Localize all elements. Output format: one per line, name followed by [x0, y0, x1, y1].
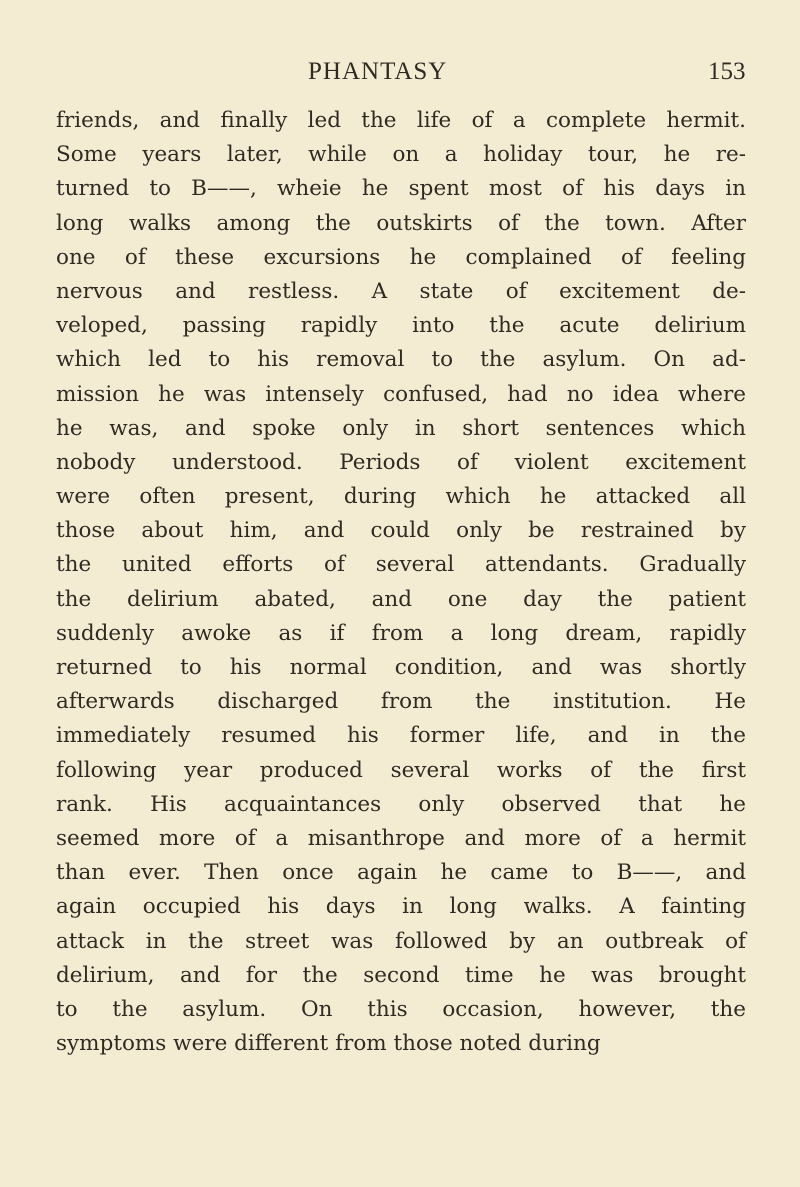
text-line: again occupied his days in long walks. A fainting [56, 894, 746, 920]
text-line: to the asylum. On this occasion, however, the [56, 996, 746, 1022]
text-line: immediately resumed his former life, and in the [56, 723, 746, 749]
body-text [56, 104, 746, 1061]
text-line: the united efforts of several attendants. Gradually [56, 552, 746, 578]
text-line: Some years later, while on a holiday tour, he re- [56, 142, 746, 168]
running-title: PHANTASY [308, 58, 448, 85]
text-line: turned to B——, wheie he spent most of his days in [56, 176, 746, 202]
text-line: afterwards discharged from the institution. He [56, 689, 746, 715]
text-line: attack in the street was followed by an outbreak of [56, 928, 746, 954]
text-line: returned to his normal condition, and was shortly [56, 655, 746, 680]
text-line: than ever. Then once again he came to B——, and [56, 860, 746, 886]
text-line: following year produced several works of the first [56, 757, 746, 783]
text-line: one of these excursions he complained of feeling [56, 244, 746, 270]
text-line: seemed more of a misanthrope and more of a hermit [56, 825, 746, 851]
text-line: nervous and restless. A state of excitement de- [56, 278, 746, 304]
text-line: those about him, and could only be restrained by [56, 518, 746, 544]
text-line: were often present, during which he attacked all [56, 484, 746, 510]
text-line: friends, and finally led the life of a complete hermit. [56, 108, 746, 133]
text-line: symptoms were different from those noted during [56, 1031, 601, 1057]
text-line: rank. His acquaintances only observed that he [56, 791, 746, 817]
text-line: he was, and spoke only in short sentences which [56, 415, 746, 441]
text-line: long walks among the outskirts of the town. After [56, 210, 746, 236]
text-line: which led to his removal to the asylum. On ad- [56, 347, 746, 373]
text-line: the delirium abated, and one day the patient [56, 586, 746, 612]
text-line: delirium, and for the second time he was brought [56, 962, 746, 988]
text-line: mission he was intensely confused, had no idea where [56, 381, 746, 407]
text-line: veloped, passing rapidly into the acute delirium [56, 313, 746, 339]
page-number: 153 [708, 58, 746, 85]
text-line: nobody understood. Periods of violent excitement [56, 449, 746, 475]
text-line: suddenly awoke as if from a long dream, rapidly [56, 620, 746, 646]
page-header [0, 52, 800, 92]
